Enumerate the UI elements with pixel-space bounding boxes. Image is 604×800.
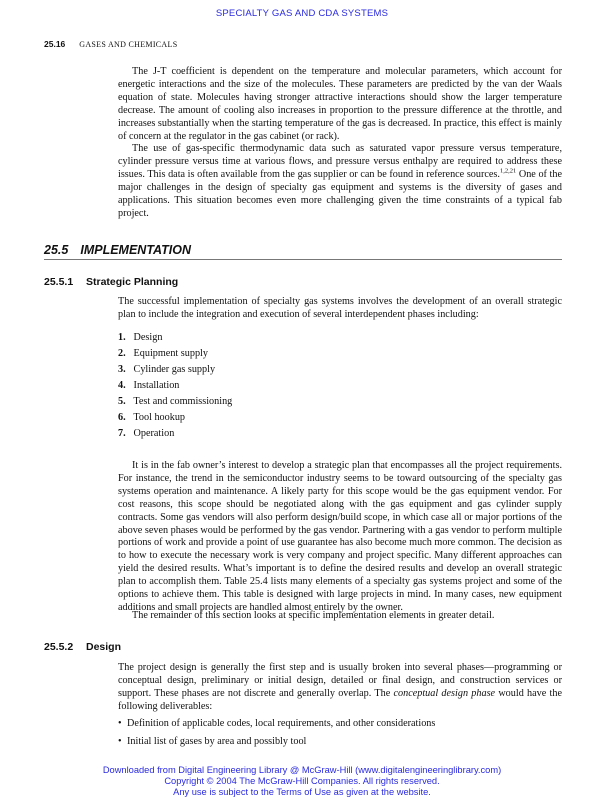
list-item xyxy=(118,427,232,443)
design-lead-text: The project design is generally the first step and is usually broken into several phases—programming or conceptual design, preliminary or initial design, detailed or final design, and construction services or support. These phases are not discrete and generally overlap. The xyxy=(118,662,562,699)
subsection-number: 25.5.2 xyxy=(44,641,74,653)
list-number: 3. xyxy=(118,364,126,375)
reference-superscript: 1,2,21 xyxy=(499,167,517,175)
subsection-heading-strategic xyxy=(44,276,178,288)
strategic-body-paragraph: It is in the fab owner’s interest to develop a strategic plan that encompasses all the project requirements. For instance, the trend in the semiconductor industry seems to be toward outsourcing of the specialty gas systems operation and maintenance. A likely party for this scope would be the gas equipment vendor. For cost reasons, this scope should be negotiated along with the gas equipment and gas cylinder supply contracts. Some gas vendors will also perform design/build scope, in which case all or major portions of the above seven phases would be performed by the gas vendor. Partnering with a gas vendor to perform multiple portions of work and provide a point of use guarantee has also become much more common. The decision as to how to execute the necessary work is very company and project specific. Many different approaches can yield the desired results. What’s important is to define the desired results and develop an overall strategic plan to accomplish them. Table 25.4 lists many elements of a specialty gas systems project and some of the options to achieve them. This table is designed with large projects in mind. In many cases, new equipment additions and small projects are handled almost entirely by the owner. xyxy=(118,460,562,613)
strategic-closing-paragraph: The remainder of this section looks at specific implementation elements in greater detail. xyxy=(132,610,495,621)
list-item: • Initial list of gases by area and possibly tool xyxy=(118,736,307,747)
list-item xyxy=(118,347,232,363)
list-number: 1. xyxy=(118,332,126,343)
section-title: IMPLEMENTATION xyxy=(80,243,191,257)
footer-download-link[interactable]: Downloaded from Digital Engineering Library @ McGraw-Hill (www.digitalengineeringlibrary.com) xyxy=(102,765,502,775)
list-label: Operation xyxy=(133,428,175,439)
intro-paragraph-2 xyxy=(118,143,562,220)
list-number: 2. xyxy=(118,348,126,359)
subsection-title: Strategic Planning xyxy=(86,276,179,288)
list-number: 6. xyxy=(118,412,126,423)
footer-copyright: Copyright © 2004 The McGraw-Hill Companies. All rights reserved. xyxy=(164,775,440,786)
list-item xyxy=(118,411,232,427)
intro-paragraph-1: The J-T coefficient is dependent on the temperature and molecular parameters, which account for energetic interactions and the size of the molecules. These parameters are predicted by the van der Waals equation of state. Molecules having stronger attractive interactions should show the larger temperature decrease. The amount of cooling also increases in proportion to the pressure difference at the throttle, and increases substantially when the starting temperature of the gas is decreased. In practice, this effect is mainly of concern at the regulator in the gas cabinet (or rack). xyxy=(118,66,562,142)
list-item xyxy=(118,363,232,379)
design-lead-emphasis: conceptual design phase xyxy=(393,687,496,699)
page-number: 25.16 xyxy=(44,39,66,49)
list-number: 7. xyxy=(118,428,126,439)
list-label: Equipment supply xyxy=(133,348,208,359)
list-item xyxy=(118,395,232,411)
subsection-title: Design xyxy=(86,641,122,653)
bullet-text: Initial list of gases by area and possibly tool xyxy=(127,736,307,747)
running-head xyxy=(44,39,177,49)
banner: SPECIALTY GAS AND CDA SYSTEMS xyxy=(215,8,389,19)
list-number: 4. xyxy=(118,380,126,391)
section-rule xyxy=(44,259,562,260)
design-lead-text-cont: would have the following deliverables: xyxy=(118,687,562,712)
section-number: 25.5 xyxy=(44,243,69,257)
footer xyxy=(0,765,604,797)
subsection-heading-design xyxy=(44,641,121,653)
design-lead-paragraph xyxy=(118,662,562,714)
intro-paragraph-2-text-cont: One of the major challenges in the design of specialty gas equipment and systems is the diversity of gases and applications. This situation becomes even more challenging given the time constraints of a typical fab project. xyxy=(118,168,563,219)
footer-terms: Any use is subject to the Terms of Use as given at the website. xyxy=(173,786,431,797)
strategic-lead-paragraph: The successful implementation of specialty gas systems involves the development of an overall strategic plan to include the integration and execution of several interdependent phases including: xyxy=(118,296,562,320)
list-label: Tool hookup xyxy=(133,412,186,423)
list-label: Cylinder gas supply xyxy=(133,364,216,375)
list-item: • Definition of applicable codes, local requirements, and other considerations xyxy=(118,718,436,729)
list-item xyxy=(118,379,232,395)
bullet-text: Definition of applicable codes, local requirements, and other considerations xyxy=(127,718,436,729)
section-heading xyxy=(44,243,191,257)
subsection-number: 25.5.1 xyxy=(44,276,74,288)
intro-paragraph-2-text: The use of gas-specific thermodynamic data such as saturated vapor pressure versus temperature, cylinder pressure versus time at various flows, and pressure versus enthalpy are required to address these issues. This data is often available from the gas supplier or can be found in reference sources. xyxy=(118,143,562,180)
list-label: Installation xyxy=(133,380,180,391)
deliverables-list xyxy=(118,718,435,754)
running-title: GASES AND CHEMICALS xyxy=(79,40,178,49)
list-label: Design xyxy=(133,332,163,343)
list-item xyxy=(118,331,232,347)
phase-list xyxy=(118,331,232,443)
list-label: Test and commissioning xyxy=(133,396,233,407)
list-number: 5. xyxy=(118,396,126,407)
